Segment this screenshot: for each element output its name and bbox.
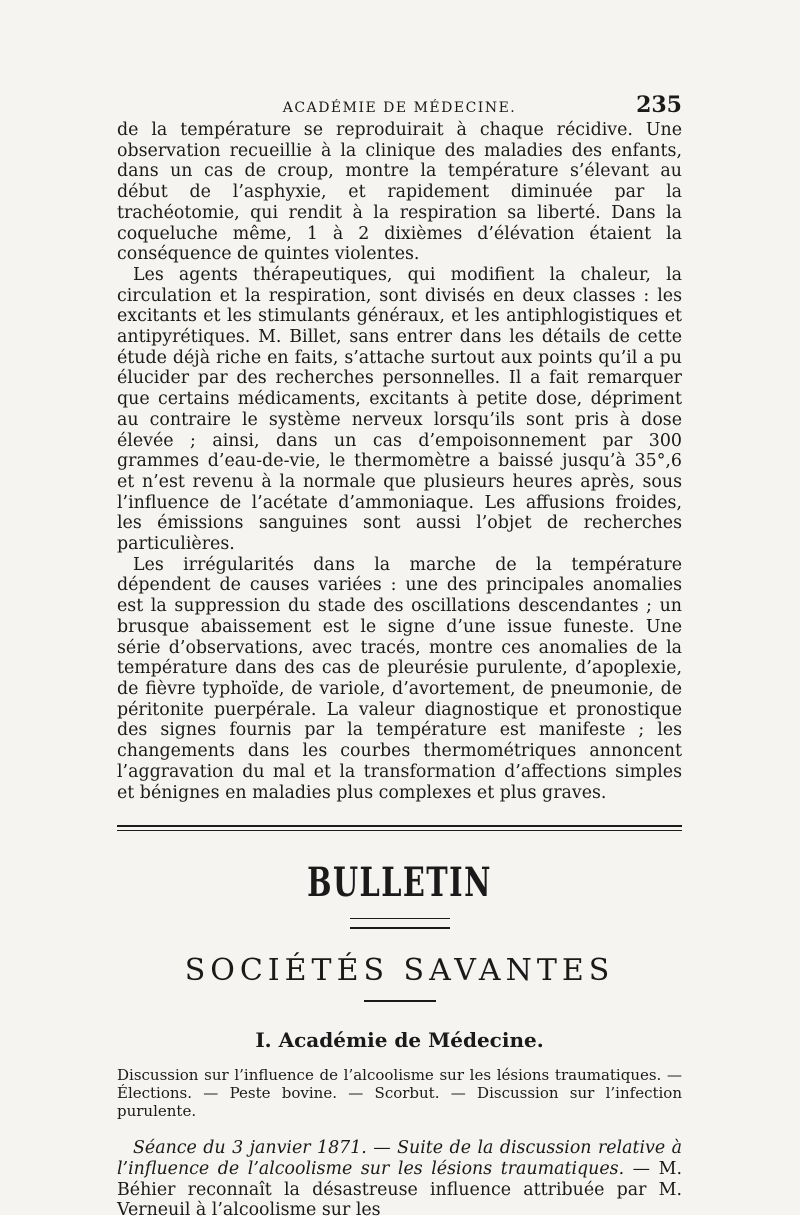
page-number: 235	[636, 92, 682, 118]
session-text: — M. Béhier reconnaît la désastreuse influence attribuée par M. Verneuil à l’alcoolisme sur les	[117, 1158, 682, 1221]
short-rule	[364, 1000, 436, 1002]
section-summary: Discussion sur l’influence de l’alcoolisme sur les lésions traumatiques. — Élections. — Peste bovine. — Scorbut. — Discussion sur l’infection purulente.	[117, 1066, 682, 1121]
bulletin-title: BULLETIN	[307, 859, 492, 907]
session-paragraph	[117, 1138, 682, 1221]
paragraph-1: de la température se reproduirait à chaque récidive. Une observation recueillie à la clinique des maladies des enfants, dans un cas de croup, montre la température s’élevant au début de l’asphyxie, et rapidement diminuée par la trachéotomie, qui rendit à la respiration sa liberté. Dans la coqueluche même, 1 à 2 dixièmes d’élévation étaient la conséquence de quintes violentes.	[117, 120, 682, 265]
section-heading: I. Académie de Médecine.	[255, 1028, 544, 1053]
ornament-rule	[350, 918, 450, 929]
body-text	[117, 120, 682, 803]
paragraph-2: Les agents thérapeutiques, qui modifient la chaleur, la circulation et la respiration, sont divisés en deux classes : les excitants et les stimulants généraux, et les antiphlogistiques et antipyrétiques. M. Billet, sans entrer dans les détails de cette étude déjà riche en faits, s’attache surtout aux points qu’il a pu élucider par des recherches personnelles. Il a fait remarquer que certains médicaments, excitants à petite dose, dépriment au contraire le système nerveux lorsqu’ils sont pris à dose élevée ; ainsi, dans un cas d’empoisonnement par 300 grammes d’eau-de-vie, le thermomètre a baissé jusqu’à 35°,6 et n’est revenu à la normale que plusieurs heures après, sous l’influence de l’acétate d’ammoniaque. Les affusions froides, les émissions sanguines sont aussi l’objet de recherches particulières.	[117, 264, 682, 555]
section-divider	[117, 825, 682, 831]
text-column	[117, 92, 682, 1221]
paragraph-3: Les irrégularités dans la marche de la température dépendent de causes variées : une des principales anomalies est la suppression du stade des oscillations descendantes ; un brusque abaissement est le signe d’une issue funeste. Une série d’observations, avec tracés, montre ces anomalies de la température dans des cas de pleurésie purulente, d’apoplexie, de fièvre typhoïde, de variole, d’avortement, de pneumonie, de péritonite puerpérale. La valeur diagnostique et pronostique des signes fournis par la température est manifeste ; les changements dans les courbes thermométriques annoncent l’aggravation du mal et la transformation d’affections simples et bénignes en maladies plus complexes et plus graves.	[117, 554, 682, 803]
session-date-italic: Séance du 3 janvier 1871. — Suite de la discussion relative à l’influence de l’alcoolisme sur les lésions traumatiques.	[117, 1138, 682, 1179]
running-title: ACADÉMIE DE MÉDECINE.	[282, 100, 517, 116]
running-head	[117, 92, 682, 120]
societes-title: SOCIÉTÉS SAVANTES	[184, 953, 615, 989]
